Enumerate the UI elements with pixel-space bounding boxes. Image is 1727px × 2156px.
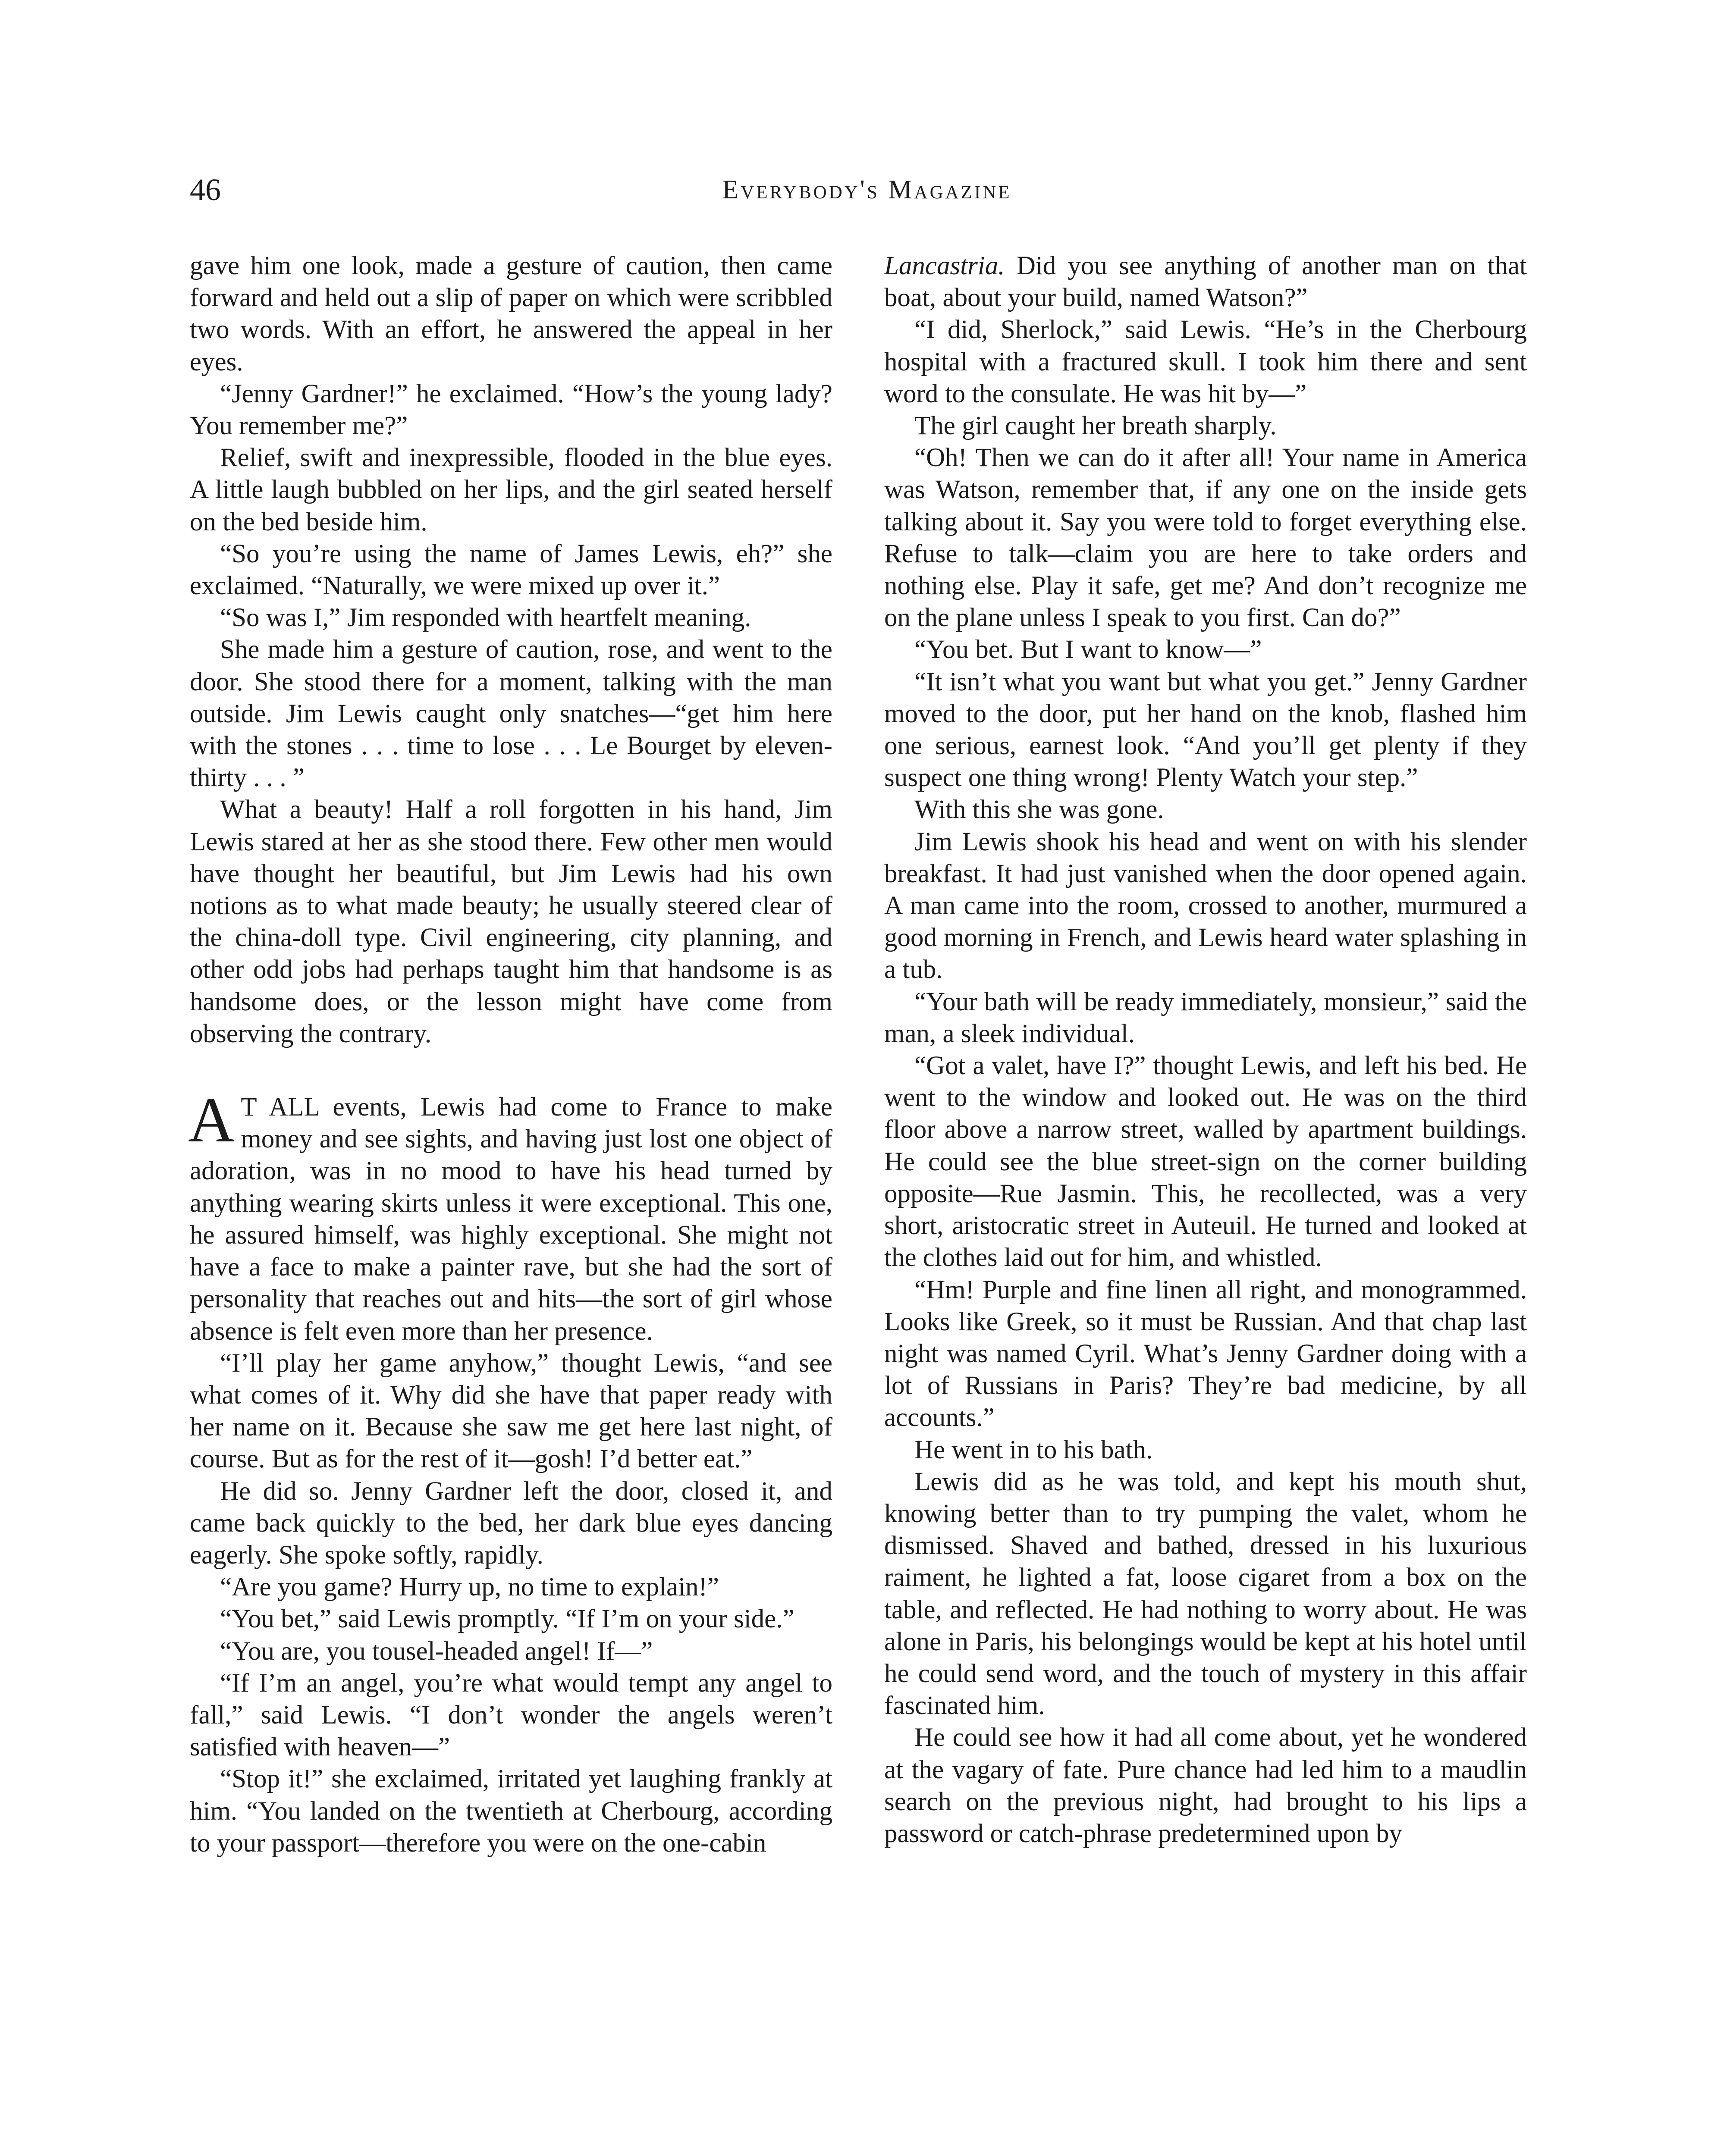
paragraph: “Jenny Gardner!” he exclaimed. “How’s the young lady? You remember me?” [190,379,832,441]
paragraph: “I’ll play her game anyhow,” thought Lewis, “and see what comes of it. Why did she have that paper ready with her name on it. Because she saw me get here last night, of course. But as for the rest of it—gosh! I’d better eat.” [190,1348,832,1474]
paragraph: “Oh! Then we can do it after all! Your name in America was Watson, remember that, if any one on the inside gets talking about it. Say you were told to forget everything else. Refuse to talk—claim you are here to take orders and nothing else. Play it safe, get me? And don’t recognize me on the plane unless I speak to you first. Can do?” [884,443,1527,633]
paragraph: “Hm! Purple and fine linen all right, and monogrammed. Looks like Greek, so it must be Russian. And that chap last night was named Cyril. What’s Jenny Gardner doing with a lot of Russians in Paris? They’re bad medicine, by all accounts.” [884,1275,1527,1432]
paragraph: With this she was gone. [914,795,1164,824]
paragraph: “So was I,” Jim responded with heartfelt meaning. [220,603,751,633]
paragraph: “Got a valet, have I?” thought Lewis, and left his bed. He went to the window and looked out. He was on the third floor above a narrow street, walled by apartment buildings. He could see the blue street-sign on the corner building opposite—Rue Jasmin. This, he recollected, was a very short, aristocratic street in Auteuil. He turned and looked at the clothes laid out for him, and whistled. [884,1051,1527,1272]
paragraph: “It isn’t what you want but what you get.” Jenny Gardner moved to the door, put her hand on the knob, flashed him one serious, earnest look. “And you’ll get plenty if they suspect one thing wrong! Plenty Watch your step.” [884,667,1527,793]
paragraph: He did so. Jenny Gardner left the door, closed it, and came back quickly to the bed, her dark blue eyes dancing eagerly. She spoke softly, rapidly. [190,1476,832,1570]
paragraph: “Your bath will be ready immediately, monsieur,” said the man, a sleek individual. [884,987,1527,1048]
paragraph: She made him a gesture of caution, rose, and went to the door. She stood there for a moment, talking with the man outside. Jim Lewis caught only snatches—“get him here with the stones . . . time to lose . . . Le Bourget by eleven-thirty . . . ” [190,635,832,793]
paragraph: “You are, you tousel-headed angel! If—” [220,1636,653,1666]
paragraph: Lewis did as he was told, and kept his mouth shut, knowing better than to try pumping the valet, whom he dismissed. Shaved and bathed, dressed in his luxurious raiment, he lighted a fat, loose cigaret from a box on the table, and reflected. He had nothing to worry about. He was alone in Paris, his belongings would be kept at his hotel until he could send word, and the touch of mystery in this affair fascinated him. [884,1467,1527,1720]
paragraph: “You bet. But I want to know—” [914,635,1262,664]
paragraph: “Stop it!” she exclaimed, irritated yet laughing frankly at him. “You landed on the twentieth at Cherbourg, according to your passport—therefore you were on the one-cabin [190,1764,832,1858]
paragraph-text: Did you see anything of another man on that boat, about your build, named Watson?” [884,251,1527,313]
right-column [884,250,1527,1850]
page-number: 46 [190,172,221,207]
paragraph: “So you’re using the name of James Lewis, eh?” she exclaimed. “Naturally, we were mixed up over it.” [190,539,832,601]
paragraph: Jim Lewis shook his head and went on with his slender breakfast. It had just vanished when the door opened again. A man came into the room, crossed to another, murmured a good morning in French, and Lewis heard water splashing in a tub. [884,827,1527,984]
left-column [190,250,832,1859]
section-opening-paragraph [188,1084,832,1348]
paragraph-text: T ALL events, Lewis had come to France to make money and see sights, and having just lost one object of adoration, was in no mood to have his head turned by anything wearing skirts unless it were exceptional. This one, he assured himself, was highly exceptional. She might not have a face to make a painter rave, but she had the sort of personality that reaches out and hits—the sort of girl whose absence is felt even more than her presence. [190,1093,832,1346]
paragraph: gave him one look, made a gesture of caution, then came forward and held out a slip of paper on which were scribbled two words. With an effort, he answered the appeal in her eyes. [190,251,832,376]
paragraph [884,250,1527,314]
page-header [190,168,1544,220]
paragraph: “I did, Sherlock,” said Lewis. “He’s in the Cherbourg hospital with a fractured skull. I took him there and sent word to the consulate. He was hit by—” [884,315,1527,408]
paragraph: The girl caught her breath sharply. [914,411,1277,441]
paragraph: Relief, swift and inexpressible, flooded in the blue eyes. A little laugh bubbled on her lips, and the girl seated herself on the bed beside him. [190,443,832,536]
paragraph: He went in to his bath. [914,1435,1153,1464]
ship-name: Lancastria. [884,251,1005,280]
magazine-title: Everybody's Magazine [722,175,1012,204]
paragraph: “You bet,” said Lewis promptly. “If I’m on your side.” [220,1604,794,1634]
paragraph: “If I’m an angel, you’re what would tempt any angel to fall,” said Lewis. “I don’t wonder the angels weren’t satisfied with heaven—” [190,1668,832,1762]
drop-cap: A [188,1084,235,1156]
paragraph: “Are you game? Hurry up, no time to explain!” [220,1573,719,1602]
paragraph: He could see how it had all come about, yet he wondered at the vagary of fate. Pure chance had led him to a maudlin search on the previous night, had brought to his lips a password or catch-phrase predetermined upon by [884,1723,1527,1848]
paragraph: What a beauty! Half a roll forgotten in his hand, Jim Lewis stared at her as she stood there. Few other men would have thought her beautiful, but Jim Lewis had his own notions as to what made beauty; he usually steered clear of the china-doll type. Civil engineering, city planning, and other odd jobs had perhaps taught him that handsome is as handsome does, or the lesson might have come from observing the contrary. [190,795,832,1048]
